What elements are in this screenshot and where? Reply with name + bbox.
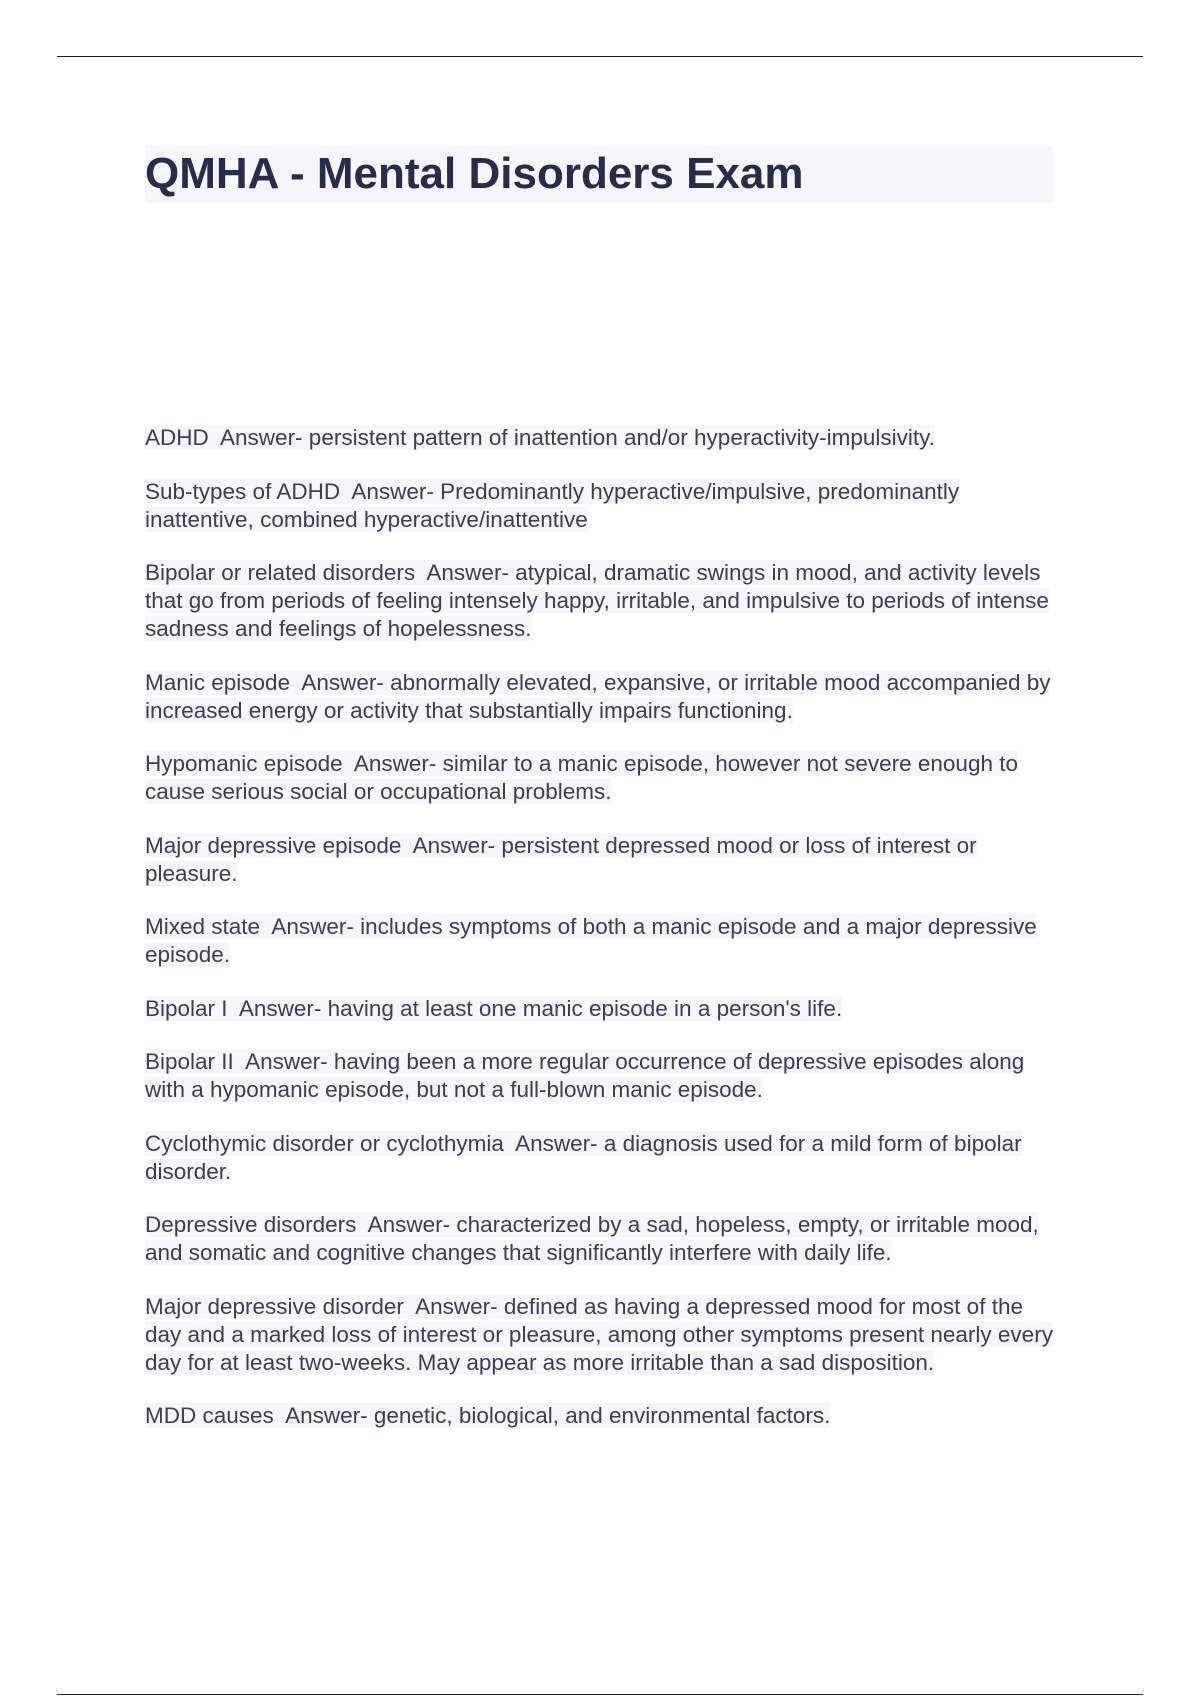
entry-term: Mixed state [145,914,261,939]
list-item [145,559,1065,643]
entry-answer: Answer- defined as having a depressed mood for most of the day and a marked loss of interest or pleasure, among other symptoms present nearly every day for at least two-weeks. May appear as more irritable than a sad disposition. [145,1293,1053,1375]
entry-answer: Answer- Predominantly hyperactive/impulsive, predominantly inattentive, combined hyperactive/inattentive [145,478,960,532]
list-item [145,995,1065,1023]
entry-term: Bipolar or related disorders [145,560,416,585]
list-item [145,424,1065,452]
entry-list [145,424,1065,1456]
entry-answer: Answer- persistent pattern of inattention and/or hyperactivity-impulsivity. [220,425,935,450]
entry-term: Sub-types of ADHD [145,478,341,504]
list-item [145,1130,1065,1186]
list-item [145,1293,1065,1377]
entry-term: MDD causes [145,1403,274,1428]
list-item [145,1048,1065,1104]
list-item [145,478,1065,534]
entry-answer: Answer- having at least one manic episode in a person's life. [238,995,843,1021]
entry-answer: Answer- similar to a manic episode, however not severe enough to cause serious social or occupational problems. [145,751,1018,804]
entry-term: Major depressive disorder [145,1293,404,1319]
entry-term: Bipolar I [145,995,228,1021]
entry-term: Hypomanic episode [145,751,343,776]
entry-answer: Answer- persistent depressed mood or loss of interest or pleasure. [145,832,977,886]
entry-term: Bipolar II [145,1049,234,1074]
entry-answer: Answer- includes symptoms of both a manic episode and a major depressive episode. [145,914,1037,967]
entry-answer: Answer- having been a more regular occurrence of depressive episodes along with a hypomanic episode, but not a full-blown manic episode. [145,1049,1025,1102]
entry-term: Major depressive episode [145,832,402,858]
list-item [145,669,1065,725]
entry-term: Depressive disorders [145,1212,357,1237]
list-item [145,1402,1065,1430]
bottom-rule [57,1694,1143,1695]
list-item [145,832,1065,888]
entry-answer: Answer- abnormally elevated, expansive, or irritable mood accompanied by increased energy or activity that substantially impairs functioning. [145,669,1051,723]
list-item [145,1211,1065,1267]
entry-term: Manic episode [145,669,291,695]
entry-answer: Answer- atypical, dramatic swings in mood, and activity levels that go from periods of feeling intensely happy, irritable, and impulsive to periods of intense sadness and feelings of hopelessness. [145,560,1049,641]
top-rule [57,56,1143,57]
entry-answer: Answer- a diagnosis used for a mild form of bipolar disorder. [145,1130,1022,1184]
list-item [145,913,1065,969]
list-item [145,750,1065,806]
entry-term: ADHD [145,425,209,450]
entry-answer: Answer- genetic, biological, and environmental factors. [285,1403,831,1428]
page-title: QMHA - Mental Disorders Exam [145,149,804,198]
entry-term: Cyclothymic disorder or cyclothymia [145,1130,504,1156]
entry-answer: Answer- characterized by a sad, hopeless, empty, or irritable mood, and somatic and cognitive changes that significantly interfere with daily life. [145,1212,1039,1265]
